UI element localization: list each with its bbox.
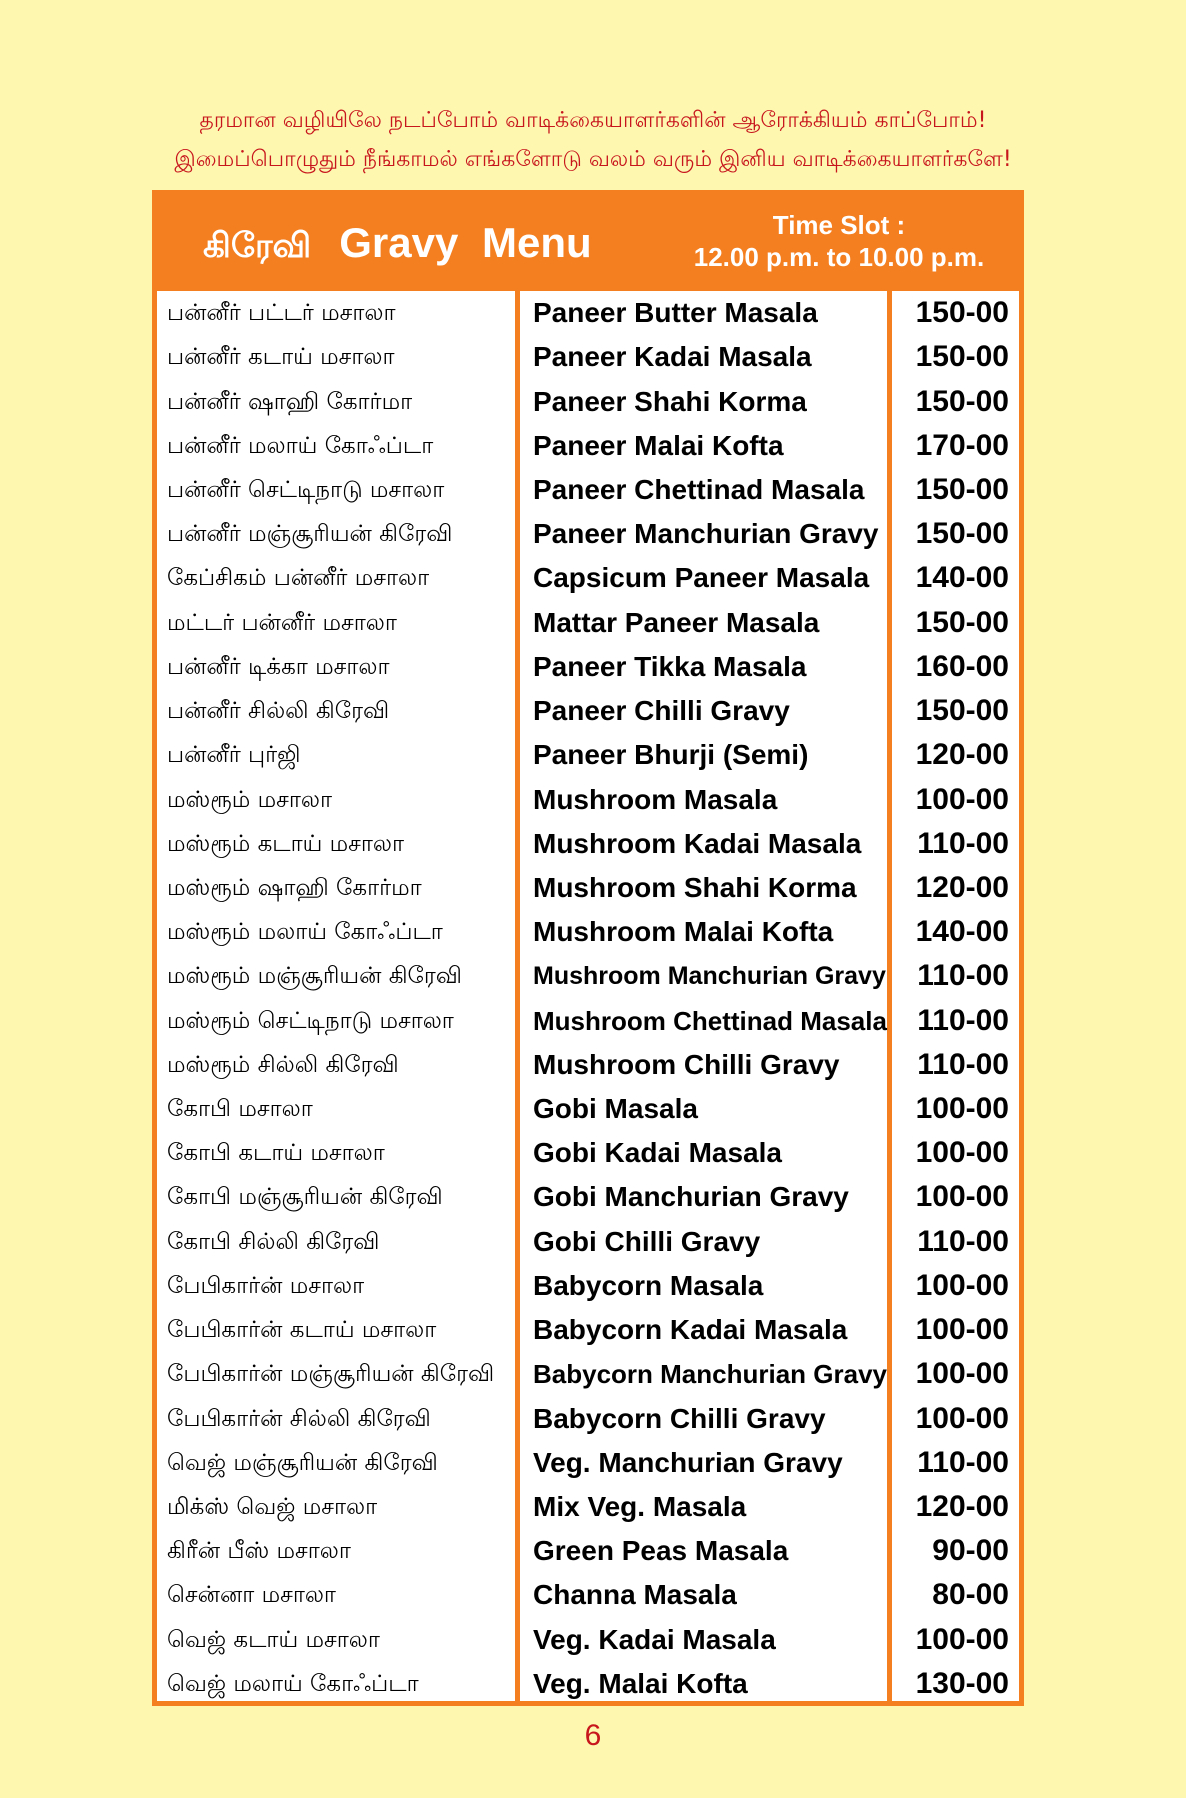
item-price: 100-00 <box>915 1357 1009 1391</box>
item-price: 110-00 <box>917 1047 1009 1081</box>
item-price: 120-00 <box>915 870 1009 904</box>
item-name-tamil: வெஜ் மலாய் கோஃப்டா <box>167 1670 419 1697</box>
item-price: 80-00 <box>932 1578 1009 1612</box>
item-name-english: Veg. Malai Kofta <box>533 1667 748 1699</box>
item-price: 90-00 <box>932 1534 1009 1568</box>
page-number: 6 <box>584 1719 602 1752</box>
item-name-tamil: பன்னீர் மஞ்சூரியன் கிரேவி <box>167 521 453 548</box>
menu-item-row <box>157 1353 1019 1395</box>
item-name-tamil: கேப்சிகம் பன்னீர் மசாலா <box>167 565 430 592</box>
item-name-english: Babycorn Kadai Masala <box>533 1314 848 1346</box>
menu-item-row <box>157 1442 1019 1484</box>
item-name-english: Gobi Manchurian Gravy <box>533 1181 849 1213</box>
menu-item-row <box>157 690 1019 732</box>
item-name-tamil: கோபி கடாய் மசாலா <box>167 1140 385 1167</box>
item-price: 140-00 <box>915 561 1009 595</box>
item-price: 150-00 <box>915 517 1009 551</box>
menu-item-row <box>157 867 1019 909</box>
menu-title <box>203 213 592 273</box>
item-price: 150-00 <box>915 472 1009 506</box>
menu-item-row <box>157 469 1019 511</box>
item-name-tamil: பன்னீர் மலாய் கோஃப்டா <box>167 432 434 459</box>
item-name-tamil: மிக்ஸ் வெஜ் மசாலா <box>167 1494 378 1521</box>
menu-item-row <box>157 1530 1019 1572</box>
item-name-english: Mushroom Malai Kofta <box>533 916 834 948</box>
item-price: 150-00 <box>915 340 1009 374</box>
item-name-english: Gobi Chilli Gravy <box>533 1225 761 1257</box>
item-name-english: Mushroom Chettinad Masala <box>533 1005 887 1036</box>
menu-title-tamil: கிரேவி <box>203 226 312 266</box>
item-name-tamil: பன்னீர் சில்லி கிரேவி <box>167 698 390 725</box>
menu-item-row <box>157 1309 1019 1351</box>
menu-item-row <box>157 425 1019 467</box>
item-price: 120-00 <box>915 738 1009 772</box>
tagline-line-1: தரமான வழியிலே நடப்போம் வாடிக்கையாளர்களின் ஆரோக்கியம் காப்போம்! <box>199 108 987 133</box>
item-price: 110-00 <box>917 826 1009 860</box>
menu-title-english: Gravy Menu <box>339 219 592 266</box>
item-price: 110-00 <box>917 1445 1009 1479</box>
item-name-english: Paneer Chettinad Masala <box>533 473 865 505</box>
item-name-tamil: பன்னீர் செட்டிநாடு மசாலா <box>167 476 445 503</box>
menu-item-row <box>157 1486 1019 1528</box>
item-name-english: Mushroom Manchurian Gravy <box>533 962 886 991</box>
item-name-tamil: மஸ்ரூம் செட்டிநாடு மசாலா <box>167 1007 454 1034</box>
item-price: 100-00 <box>915 1622 1009 1656</box>
item-name-tamil: சென்னா மசாலா <box>167 1582 336 1609</box>
item-price: 150-00 <box>915 694 1009 728</box>
item-name-english: Mushroom Chilli Gravy <box>533 1048 840 1080</box>
menu-item-row <box>157 1265 1019 1307</box>
item-name-tamil: பன்னீர் டிக்கா மசாலா <box>167 653 390 680</box>
time-slot-label: Time Slot : <box>772 210 906 240</box>
item-name-tamil: கிரீன் பீஸ் மசாலா <box>167 1538 351 1565</box>
item-name-english: Paneer Tikka Masala <box>533 650 807 682</box>
item-name-english: Mix Veg. Masala <box>533 1491 747 1523</box>
item-name-english: Mushroom Shahi Korma <box>533 871 857 903</box>
item-name-english: Channa Masala <box>533 1579 737 1611</box>
item-name-tamil: பேபிகார்ன் மசாலா <box>167 1272 365 1299</box>
item-name-tamil: கோபி சில்லி கிரேவி <box>167 1228 380 1255</box>
item-name-english: Green Peas Masala <box>533 1535 789 1567</box>
item-name-english: Paneer Malai Kofta <box>533 429 784 461</box>
item-name-english: Veg. Manchurian Gravy <box>533 1446 843 1478</box>
item-name-tamil: மஸ்ரூம் மசாலா <box>167 786 332 813</box>
item-price: 140-00 <box>915 915 1009 949</box>
menu-item-row <box>157 1619 1019 1661</box>
item-name-tamil: கோபி மசாலா <box>167 1096 313 1123</box>
item-price: 100-00 <box>915 1136 1009 1170</box>
item-name-english: Veg. Kadai Masala <box>533 1623 776 1655</box>
item-name-tamil: பன்னீர் கடாய் மசாலா <box>167 344 395 371</box>
item-price: 100-00 <box>915 782 1009 816</box>
item-name-english: Capsicum Paneer Masala <box>533 562 870 594</box>
menu-item-row <box>157 1132 1019 1174</box>
item-price: 150-00 <box>915 296 1009 330</box>
item-price: 150-00 <box>915 605 1009 639</box>
time-slot <box>669 209 1009 273</box>
item-price: 120-00 <box>915 1490 1009 1524</box>
item-name-english: Gobi Masala <box>533 1093 698 1125</box>
item-name-tamil: மஸ்ரூம் மலாய் கோஃப்டா <box>167 919 443 946</box>
item-price: 110-00 <box>917 1224 1009 1258</box>
item-name-english: Mushroom Masala <box>533 783 778 815</box>
time-slot-value: 12.00 p.m. to 10.00 p.m. <box>693 242 985 272</box>
menu-item-row <box>157 911 1019 953</box>
item-name-tamil: மஸ்ரூம் கடாய் மசாலா <box>167 830 405 857</box>
item-name-tamil: பன்னீர் புர்ஜி <box>167 742 301 769</box>
menu-item-row <box>157 779 1019 821</box>
item-price: 170-00 <box>915 428 1009 462</box>
menu-item-row <box>157 336 1019 378</box>
item-price: 100-00 <box>915 1268 1009 1302</box>
item-name-tamil: பன்னீர் ஷாஹி கோர்மா <box>167 388 413 415</box>
item-name-tamil: பேபிகார்ன் மஞ்சூரியன் கிரேவி <box>167 1361 495 1388</box>
item-price: 160-00 <box>915 649 1009 683</box>
item-name-tamil: மட்டர் பன்னீர் மசாலா <box>167 609 397 636</box>
menu-header <box>157 195 1019 291</box>
item-name-tamil: மஸ்ரூம் சில்லி கிரேவி <box>167 1051 399 1078</box>
menu-item-row <box>157 1574 1019 1616</box>
item-name-english: Babycorn Manchurian Gravy <box>533 1359 887 1390</box>
menu-item-row <box>157 734 1019 776</box>
item-price: 110-00 <box>917 1003 1009 1037</box>
menu-item-row <box>157 646 1019 688</box>
item-name-english: Paneer Manchurian Gravy <box>533 518 879 550</box>
item-price: 100-00 <box>915 1092 1009 1126</box>
tagline-line-2: இமைப்பொழுதும் நீங்காமல் எங்களோடு வலம் வரும் இனிய வாடிக்கையாளர்களே! <box>174 147 1012 172</box>
item-price: 110-00 <box>917 959 1009 993</box>
item-name-english: Mushroom Kadai Masala <box>533 827 862 859</box>
menu-item-row <box>157 381 1019 423</box>
menu-item-row <box>157 1000 1019 1042</box>
menu-item-row <box>157 1221 1019 1263</box>
menu-item-row <box>157 602 1019 644</box>
menu-item-row <box>157 1176 1019 1218</box>
item-price: 100-00 <box>915 1180 1009 1214</box>
menu-item-row <box>157 292 1019 334</box>
item-price: 130-00 <box>915 1666 1009 1700</box>
menu-item-row <box>157 1663 1019 1705</box>
menu-items <box>157 291 1019 1706</box>
menu-item-row <box>157 557 1019 599</box>
item-name-english: Paneer Shahi Korma <box>533 385 807 417</box>
item-name-english: Paneer Butter Masala <box>533 297 818 329</box>
item-name-tamil: மஸ்ரூம் மஞ்சூரியன் கிரேவி <box>167 963 462 990</box>
item-name-tamil: வெஜ் மஞ்சூரியன் கிரேவி <box>167 1449 438 1476</box>
item-name-english: Babycorn Masala <box>533 1269 764 1301</box>
menu-item-row <box>157 513 1019 555</box>
gravy-menu-table <box>152 190 1024 1706</box>
item-name-tamil: வெஜ் கடாய் மசாலா <box>167 1626 380 1653</box>
item-name-english: Paneer Chilli Gravy <box>533 695 790 727</box>
item-name-tamil: பேபிகார்ன் கடாய் மசாலா <box>167 1317 437 1344</box>
item-price: 100-00 <box>915 1313 1009 1347</box>
item-name-english: Gobi Kadai Masala <box>533 1137 782 1169</box>
item-name-english: Paneer Kadai Masala <box>533 341 812 373</box>
menu-item-row <box>157 1398 1019 1440</box>
item-price: 100-00 <box>915 1401 1009 1435</box>
item-name-tamil: மஸ்ரூம் ஷாஹி கோர்மா <box>167 874 422 901</box>
menu-item-row <box>157 1044 1019 1086</box>
item-price: 150-00 <box>915 384 1009 418</box>
item-name-english: Babycorn Chilli Gravy <box>533 1402 826 1434</box>
item-name-tamil: கோபி மஞ்சூரியன் கிரேவி <box>167 1184 443 1211</box>
menu-item-row <box>157 823 1019 865</box>
item-name-tamil: பேபிகார்ன் சில்லி கிரேவி <box>167 1405 431 1432</box>
menu-item-row <box>157 955 1019 997</box>
item-name-english: Paneer Bhurji (Semi) <box>533 739 809 771</box>
item-name-english: Mattar Paneer Masala <box>533 606 820 638</box>
item-name-tamil: பன்னீர் பட்டர் மசாலா <box>167 300 396 327</box>
menu-item-row <box>157 1088 1019 1130</box>
